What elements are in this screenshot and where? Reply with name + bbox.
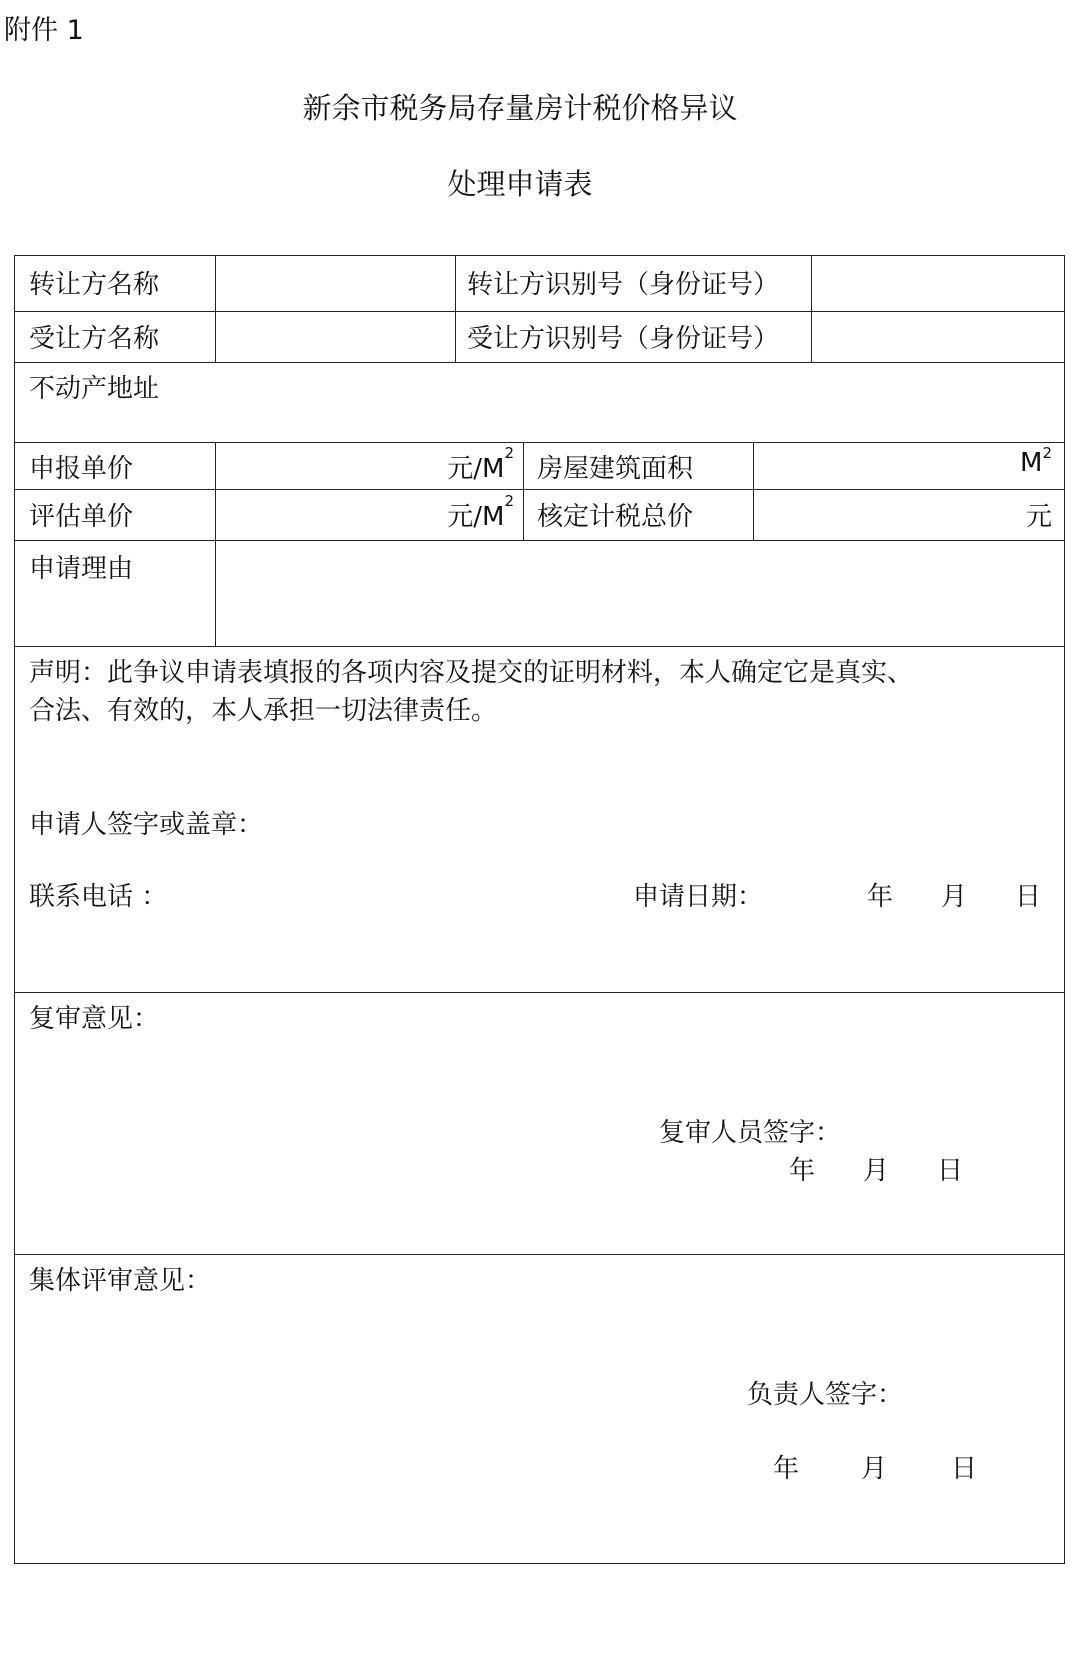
transferor-id-label: 转让方识别号（身份证号） — [467, 270, 780, 300]
col-divider — [523, 442, 524, 540]
application-date-month: 月 — [941, 882, 968, 912]
application-date-year: 年 — [867, 882, 894, 912]
approved-total-price-field[interactable] — [759, 496, 1009, 532]
declared-unit-price-label: 申报单价 — [29, 454, 134, 484]
assessed-unit-price-unit: 元$/M^2$ — [447, 492, 514, 532]
collective-date-day: 日 — [951, 1454, 978, 1484]
applicant-signature-label: 申请人签字或盖章： — [29, 810, 264, 840]
reason-field[interactable] — [221, 548, 1051, 640]
approved-total-price-label: 核定计税总价 — [537, 502, 694, 532]
row-divider — [15, 1254, 1064, 1255]
assessed-unit-price-label: 评估单价 — [29, 502, 134, 532]
transferee-name-field[interactable] — [221, 318, 449, 354]
attachment-label: 附件 1 — [4, 15, 84, 46]
col-divider — [811, 256, 812, 362]
form-title: 新余市税务局存量房计税价格异议 — [302, 91, 738, 125]
property-address-label: 不动产地址 — [29, 374, 160, 404]
reviewer-signature-label: 复审人员签字： — [659, 1118, 842, 1148]
form-subtitle: 处理申请表 — [447, 167, 593, 201]
application-date-label: 申请日期： — [633, 882, 764, 912]
responsible-person-signature-label: 负责人签字： — [747, 1380, 904, 1410]
application-date-day: 日 — [1015, 882, 1042, 912]
transferor-id-field[interactable] — [817, 266, 1057, 302]
row-divider — [15, 489, 1064, 490]
collective-date-month: 月 — [861, 1454, 888, 1484]
assessed-unit-price-field[interactable] — [221, 496, 431, 532]
transferor-name-label: 转让方名称 — [29, 270, 160, 300]
row-divider — [15, 540, 1064, 541]
row-divider — [15, 646, 1064, 647]
row-divider — [15, 311, 1064, 312]
building-area-label: 房屋建筑面积 — [537, 454, 694, 484]
transferor-name-field[interactable] — [221, 266, 449, 302]
collective-date-year: 年 — [773, 1454, 800, 1484]
declared-unit-price-unit: 元$/M^2$ — [447, 444, 514, 484]
row-divider — [15, 442, 1064, 443]
approved-total-price-unit: 元 — [1025, 502, 1052, 532]
declaration-line-2: 合法、有效的，本人承担一切法律责任。 — [29, 696, 498, 726]
col-divider — [215, 442, 216, 646]
transferee-id-field[interactable] — [817, 318, 1057, 354]
building-area-unit: $M^2$ — [1020, 444, 1052, 478]
property-address-field[interactable] — [221, 368, 1051, 434]
row-divider — [15, 992, 1064, 993]
application-form-table — [14, 255, 1065, 1564]
review-date-day: 日 — [937, 1156, 964, 1186]
declaration-line-1: 声明：此争议申请表填报的各项内容及提交的证明材料，本人确定它是真实、 — [29, 658, 914, 688]
transferee-id-label: 受让方识别号（身份证号） — [467, 324, 780, 354]
review-date-year: 年 — [789, 1156, 816, 1186]
col-divider — [215, 256, 216, 362]
col-divider — [455, 256, 456, 362]
row-divider — [15, 362, 1064, 363]
col-divider — [753, 442, 754, 540]
declared-unit-price-field[interactable] — [221, 448, 431, 484]
collective-opinion-label: 集体评审意见： — [29, 1266, 212, 1296]
review-opinion-label: 复审意见： — [29, 1004, 160, 1034]
reason-label: 申请理由 — [29, 554, 134, 584]
transferee-name-label: 受让方名称 — [29, 324, 160, 354]
review-date-month: 月 — [863, 1156, 890, 1186]
building-area-field[interactable] — [759, 448, 999, 484]
phone-label: 联系电话 ： — [29, 882, 168, 912]
